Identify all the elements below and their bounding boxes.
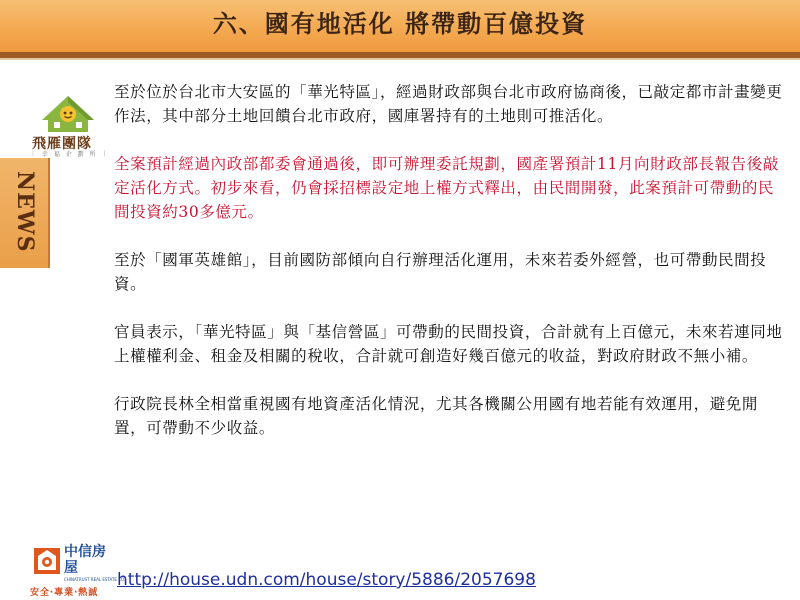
chinatrust-slogan: 安全‧專業‧熱誠	[30, 588, 99, 598]
paragraph-huaguang: 至於位於台北市大安區的「華光特區」，經過財政部與台北市政府協商後，已敲定都市計畫變更作法，其中部分土地回饋台北市政府，國庫署持有的土地則可推活化。	[114, 83, 783, 125]
source-link[interactable]: http://house.udn.com/house/story/5886/2057698	[117, 570, 536, 590]
header-divider-light	[0, 58, 800, 60]
paragraph-premier: 行政院長林全相當重視國有地資產活化情況，尤其各機關公用國有地若能有效運用，避免閒置，可帶動不少收益。	[114, 395, 759, 437]
paragraph-official-statement: 官員表示，「華光特區」與「基信營區」可帶動的民間投資，合計就有上百億元，未來若連同地上權權利金、租金及相關的稅收，合計就可創造好幾百億元的收益，對政府財政不無小補。	[114, 323, 783, 365]
chinatrust-english-name: CHINATRUST REAL ESTATE CO.	[64, 577, 126, 582]
article-body	[114, 80, 786, 464]
brand-subtitle: ｜ 幸 福 企 劃 所 ｜	[30, 151, 110, 158]
news-label: NEWS	[12, 171, 38, 253]
paragraph-highlight: 全案預計經過內政部都委會通過後，即可辦理委託規劃，國產署預計11月向財政部長報告後敲定活化方式。初步來看，仍會採招標設定地上權方式釋出，由民間開發，此案預計可帶動的民間投資約30多億元。	[114, 155, 779, 221]
paragraph-hero-hall: 至於「國軍英雄館」，目前國防部傾向自行辦理活化運用，未來若委外經營，也可帶動民間投資。	[114, 251, 767, 293]
chinatrust-brand-name: 中信房屋	[64, 544, 106, 576]
brand-name: 飛雁團隊	[32, 136, 92, 152]
page-title: 六、國有地活化 將帶動百億投資	[212, 10, 588, 38]
chinatrust-logo-icon	[32, 546, 62, 576]
